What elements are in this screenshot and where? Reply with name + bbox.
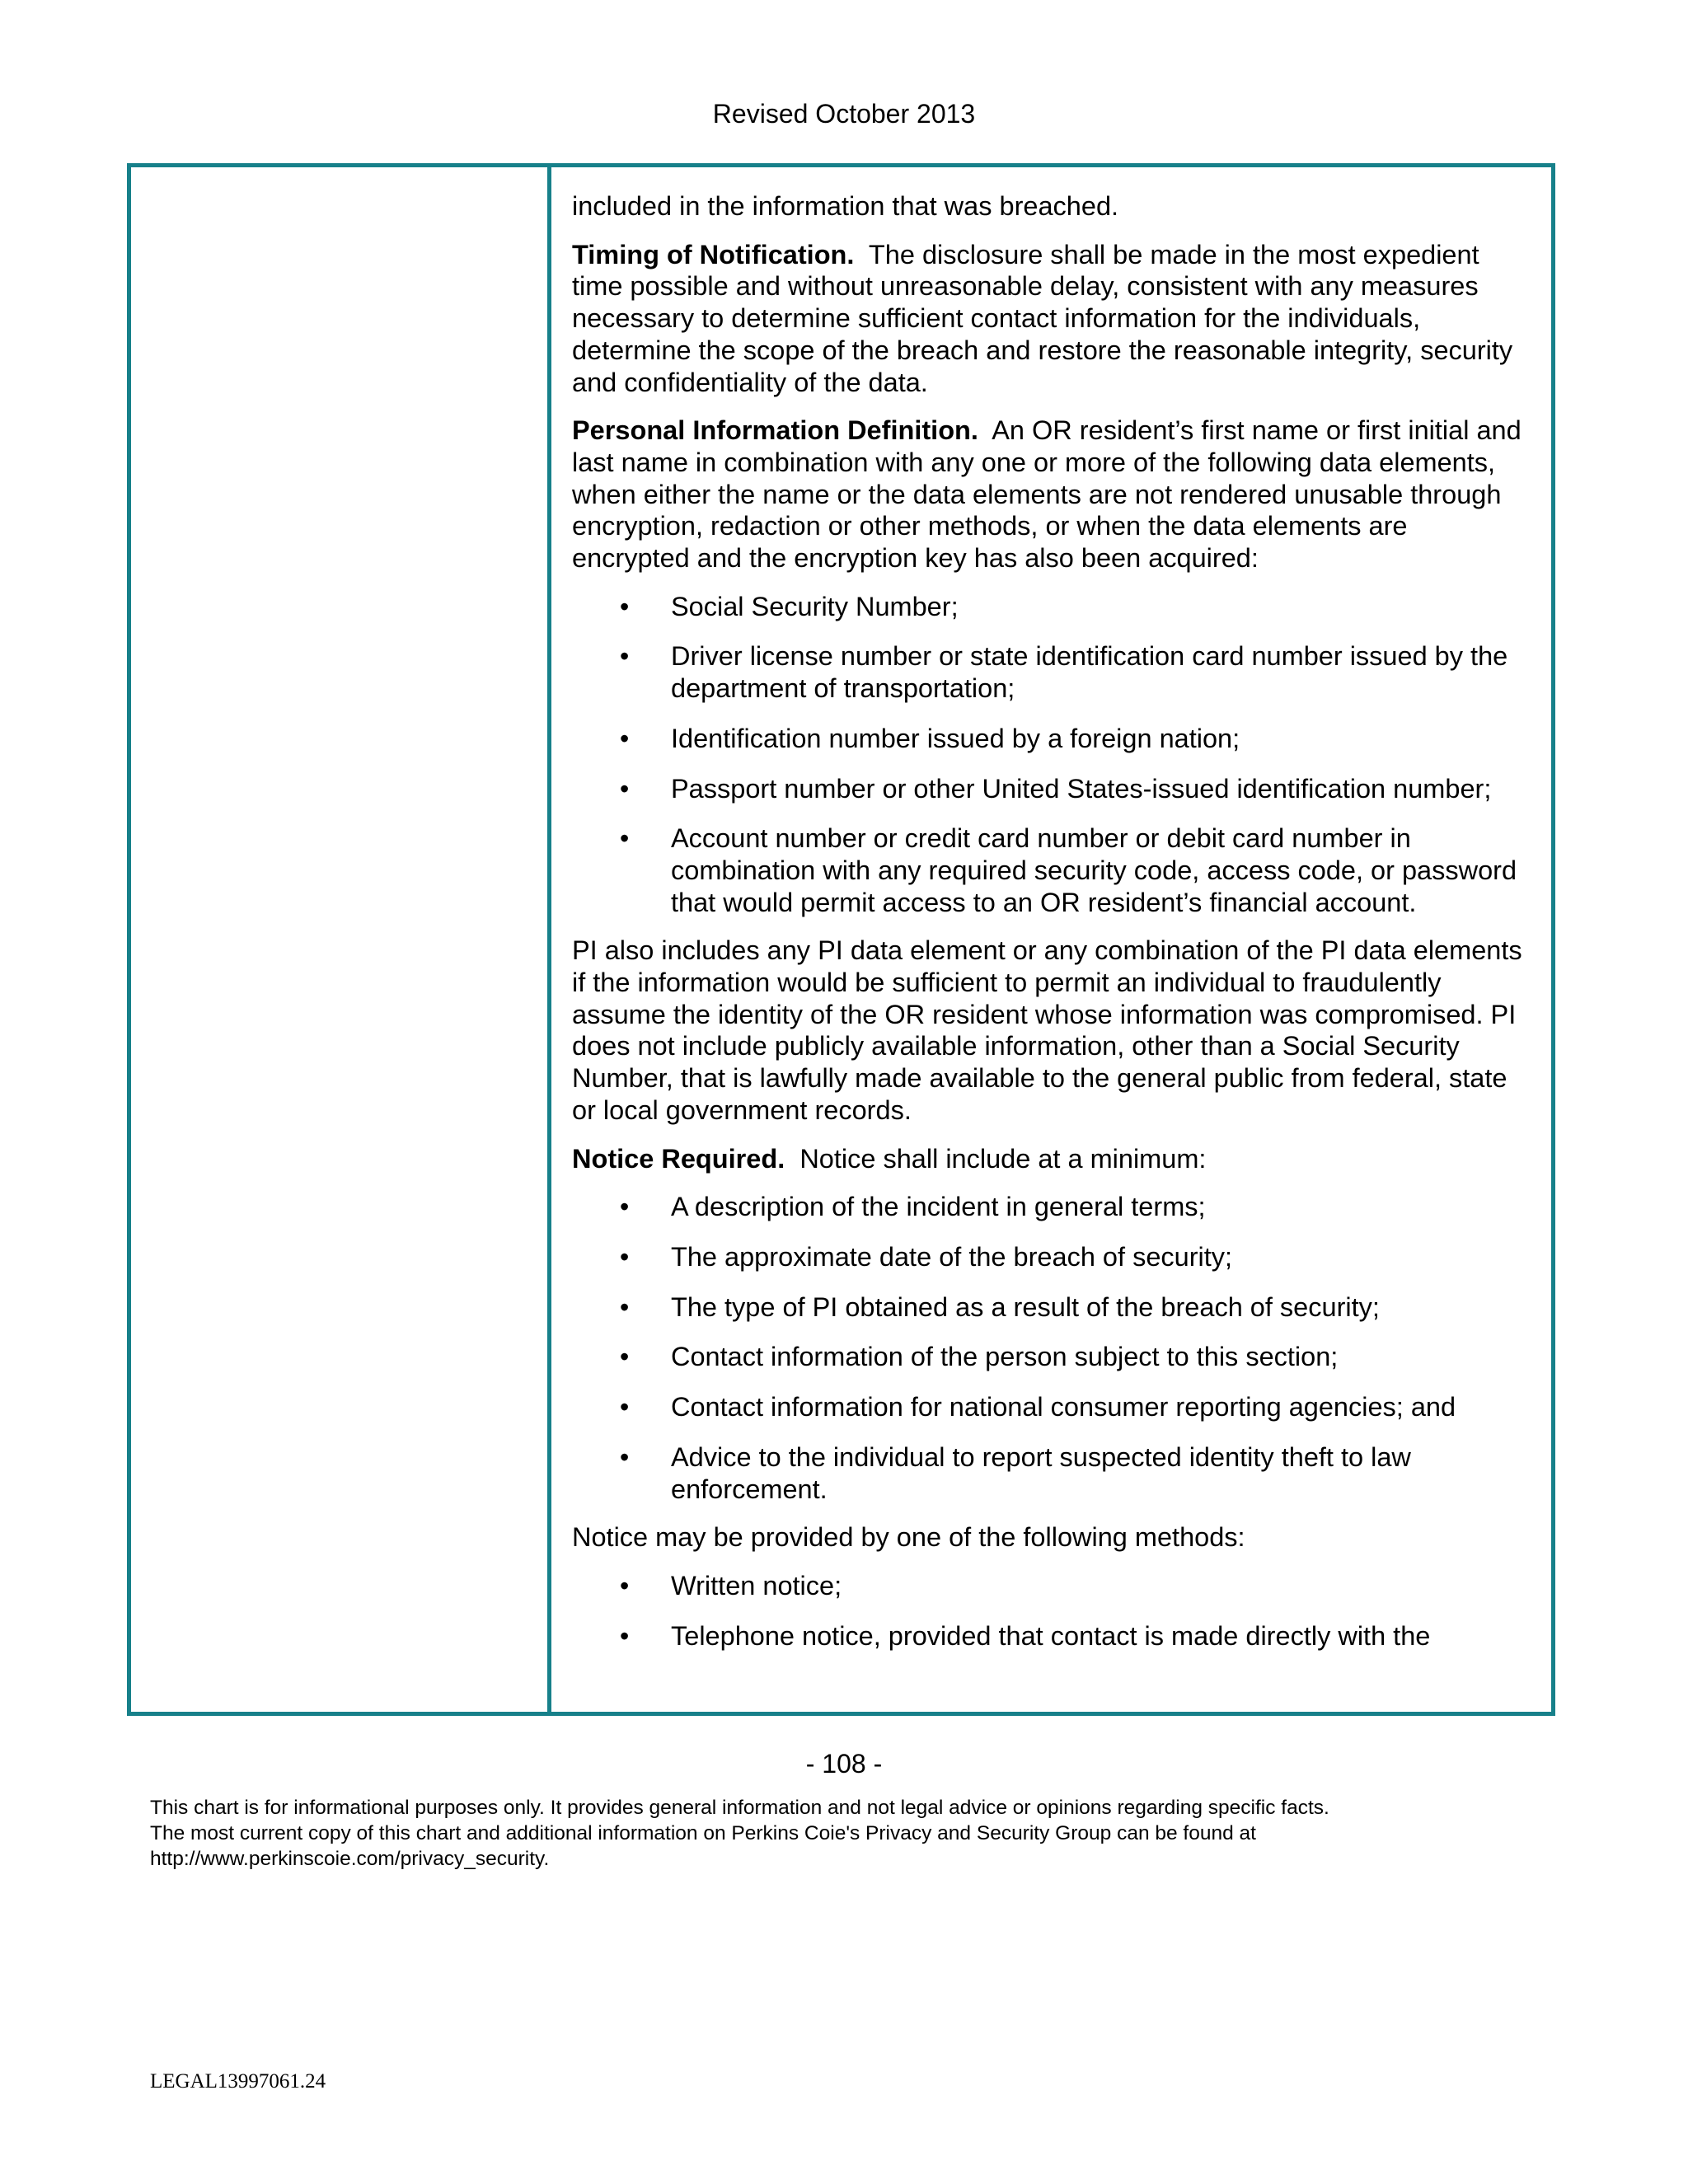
disclaimer-link[interactable]: http://www.perkinscoie.com/privacy_security.	[150, 1848, 550, 1870]
bullet-icon: •	[620, 641, 630, 672]
table-left-cell	[131, 167, 551, 1712]
table-right-cell	[572, 190, 1528, 1668]
disclaimer-line: This chart is for informational purposes only. It provides general information and not legal advice or opinions regarding specific facts.	[150, 1797, 1329, 1819]
list-item: • Social Security Number;	[620, 591, 959, 621]
bullet-icon: •	[620, 1392, 630, 1422]
intro-line: included in the information that was breached.	[572, 191, 1119, 221]
bullet-icon: •	[620, 1570, 630, 1601]
list-item: • The approximate date of the breach of security;	[620, 1241, 1233, 1272]
bullet-icon: •	[620, 1342, 630, 1372]
document-id: LEGAL13997061.24	[150, 2070, 326, 2093]
timing-text: The disclosure shall be made in the most expedient time possible and without unreasonable delay, consistent with any measures necessary to determine sufficient contact information for the individuals, determine the scope of the breach and restore the reasonable integrity, security and confidentiality of the data.	[572, 239, 1513, 397]
list-item: • Identification number issued by a foreign nation;	[620, 723, 1240, 753]
notice-required-text: Notice shall include at a minimum:	[799, 1143, 1207, 1174]
disclaimer	[150, 1795, 1551, 1872]
list-item: • Driver license number or state identification card number issued by the department of transportation;	[620, 641, 1508, 704]
pi-definition-paragraph	[572, 415, 1528, 574]
pi-also-paragraph: PI also includes any PI data element or any combination of the PI data elements if the information would be sufficient to permit an individual to fraudulently assume the identity of the OR resident whose information was compromised. PI does not include publicly available information, other than a Social Security Number, that is lawfully made available to the general public from federal, state or local government records.	[572, 935, 1522, 1125]
pi-elements-list	[572, 591, 1528, 919]
bullet-icon: •	[620, 1291, 630, 1322]
bullet-icon: •	[620, 1241, 630, 1272]
timing-paragraph	[572, 239, 1528, 399]
list-item: • Passport number or other United States-issued identification number;	[620, 773, 1492, 804]
list-item: • Contact information of the person subject to this section;	[620, 1342, 1339, 1372]
list-item: • Advice to the individual to report suspected identity theft to law enforcement.	[620, 1441, 1411, 1504]
bullet-icon: •	[620, 823, 630, 854]
notice-contents-list	[572, 1191, 1528, 1505]
list-item: • Contact information for national consumer reporting agencies; and	[620, 1392, 1456, 1422]
list-item: • A description of the incident in general terms;	[620, 1192, 1206, 1222]
methods-paragraph: Notice may be provided by one of the following methods:	[572, 1522, 1245, 1553]
bullet-icon: •	[620, 591, 630, 621]
list-item: • The type of PI obtained as a result of the breach of security;	[620, 1291, 1380, 1322]
page-number: - 108 -	[805, 1749, 883, 1779]
list-item: • Account number or credit card number or debit card number in combination with any required security code, access code, or password that would permit access to an OR resident’s financial account.	[620, 823, 1517, 917]
notice-required-paragraph	[572, 1143, 1528, 1175]
state-law-table	[127, 163, 1555, 1716]
timing-heading: Timing of Notification.	[572, 239, 855, 269]
list-item: • Written notice;	[620, 1570, 842, 1601]
bullet-icon: •	[620, 1192, 630, 1222]
bullet-icon: •	[620, 723, 630, 753]
pi-definition-heading: Personal Information Definition.	[572, 415, 978, 446]
notice-required-heading: Notice Required.	[572, 1143, 785, 1174]
disclaimer-line: The most current copy of this chart and additional information on Perkins Coie's Privacy and Security Group can be found at	[150, 1822, 1256, 1844]
list-item: • Telephone notice, provided that contact is made directly with the	[620, 1620, 1431, 1651]
notice-methods-list	[572, 1570, 1528, 1652]
pi-definition-text: An OR resident’s first name or first initial and last name in combination with any one or more of the following data elements, when either the name or the data elements are not rendered unusable through encryption, redaction or other methods, or when the data elements are encrypted and the encryption key has also been acquired:	[572, 415, 1522, 574]
bullet-icon: •	[620, 1441, 630, 1472]
bullet-icon: •	[620, 773, 630, 804]
bullet-icon: •	[620, 1620, 630, 1651]
page-header: Revised October 2013	[712, 99, 976, 129]
